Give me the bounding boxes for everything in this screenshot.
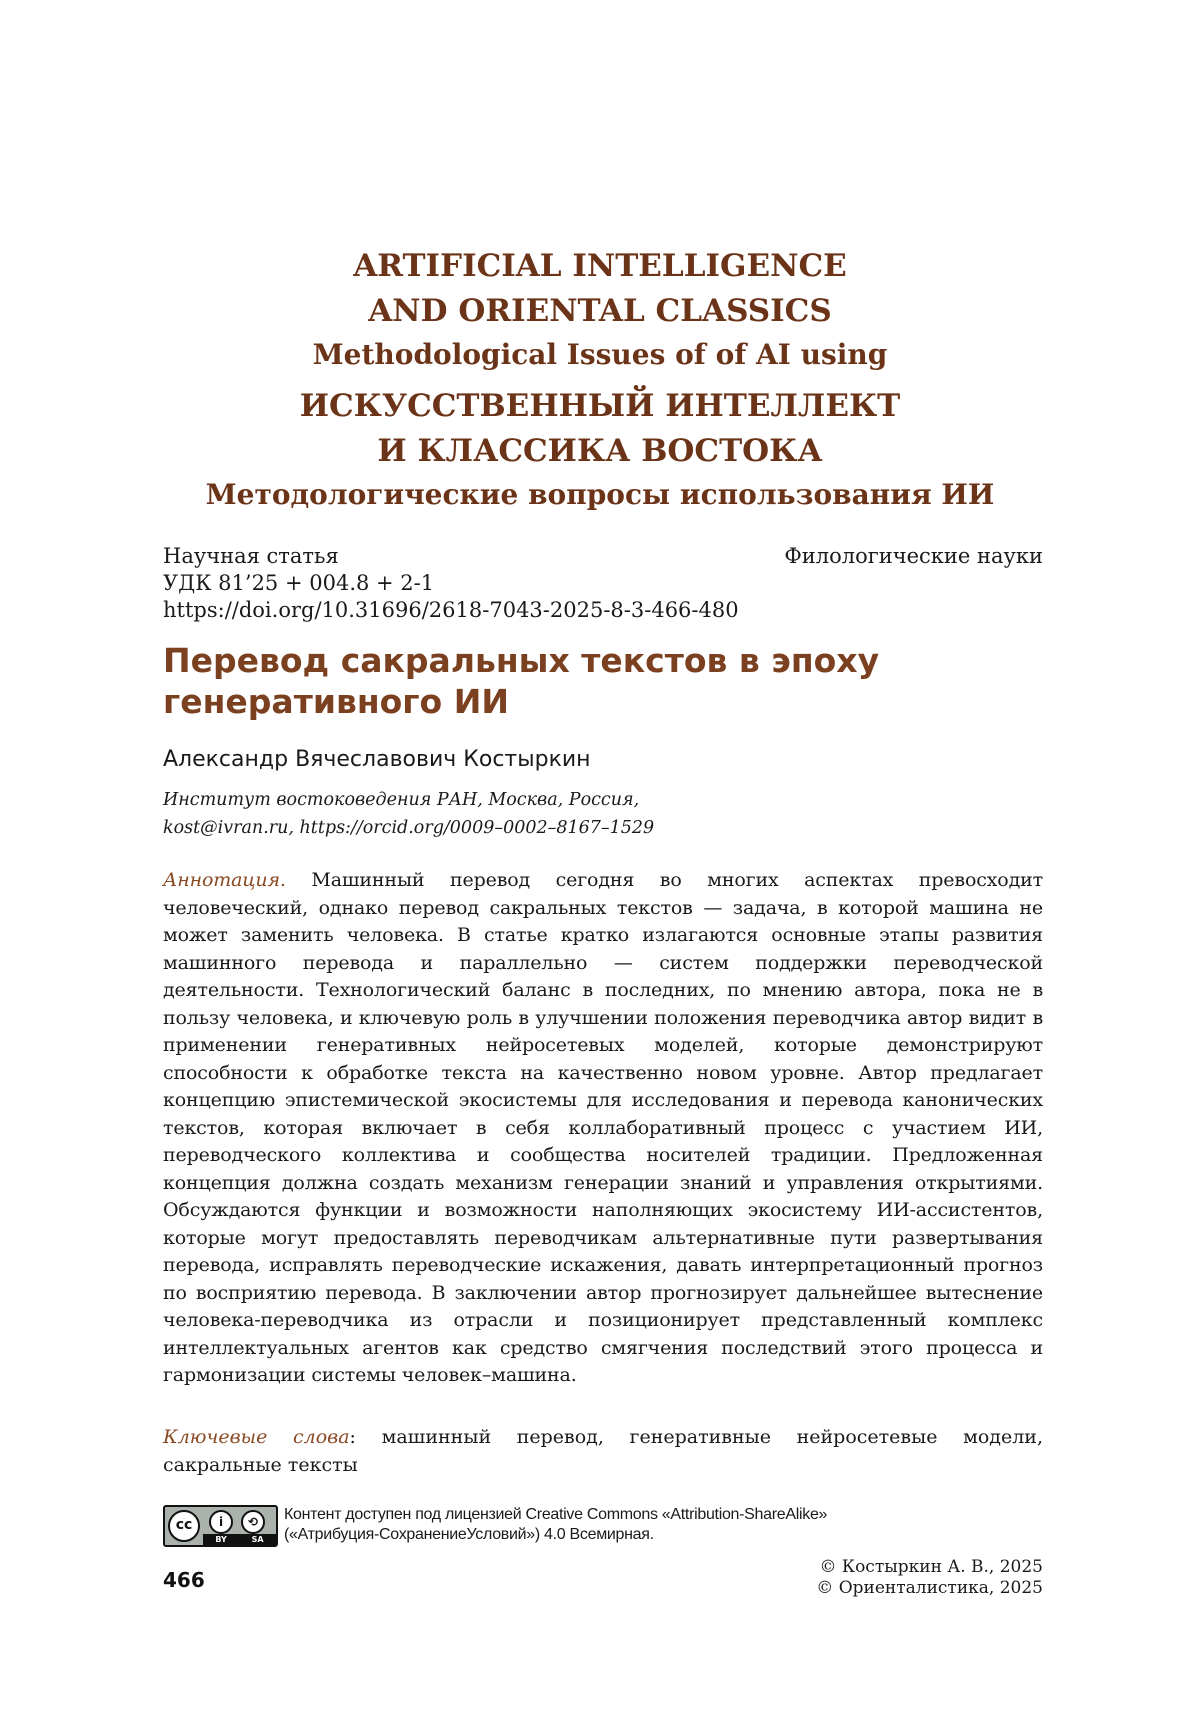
- section-title-en-line1: ARTIFICIAL INTELLIGENCE: [353, 248, 847, 284]
- license-text: [284, 1505, 827, 1545]
- keywords-label: Ключевые слова: [163, 1426, 350, 1448]
- cc-by-sa-badge[interactable]: [163, 1505, 278, 1547]
- section-title-ru: [120, 384, 1080, 474]
- section-title-ru-line1: ИСКУССТВЕННЫЙ ИНТЕЛЛЕКТ: [299, 388, 901, 424]
- copyright-line2: © Ориенталистика, 2025: [816, 1578, 1043, 1598]
- journal-section-header: [120, 244, 1080, 516]
- keywords: Ключевые слова: машинный перевод, генеративные нейросетевые модели, сакральные тексты: [163, 1426, 1044, 1476]
- copyright: [816, 1557, 1043, 1599]
- attribution-icon: i: [209, 1510, 233, 1534]
- section-title-en-line2: AND ORIENTAL CLASSICS: [368, 293, 832, 329]
- abstract-text: Машинный перевод сегодня во многих аспектах превосходит человеческий, однако перевод сакральных текстов — задача, в которой машина не может заменить человека. В статье кратко излагаются основные этапы развития машинного перевода и параллельно — систем поддержки переводческой деятельности. Технологический баланс в последних, по мнению автора, пока не в пользу человека, и ключевую роль в улучшении положения переводчика автор видит в применении генеративных нейросетевых моделей, которые демонстрируют способности к обработке текста на качественно новом уровне. Автор предлагает концепцию эпистемической экосистемы для исследования и перевода канонических текстов, которая включает в себя коллаборативный процесс с участием ИИ, переводческого коллектива и сообщества носителей традиции. Предложенная концепция должна создать механизм генерации знаний и управления открытиями. Обсуждаются функции и возможности наполняющих экосистему ИИ-ассистентов, которые могут предоставлять переводчикам альтернативные пути развертывания перевода, исправлять переводческие искажения, давать интерпретационный прогноз по восприятию перевода. В заключении автор прогнозирует дальнейшее вытеснение человека-переводчика из отрасли и позиционирует представленный комплекс интеллектуальных агентов как средство смягчения последствий этого процесса и гармонизации системы человек–машина.: [163, 869, 1043, 1386]
- cc-sa-label: SA: [251, 1535, 264, 1544]
- license-block: [163, 1505, 827, 1547]
- share-alike-icon: ⟲: [241, 1510, 265, 1534]
- article-title: [163, 640, 1043, 722]
- doi-link[interactable]: https://doi.org/10.31696/2618-7043-2025-8-3-466-480: [163, 598, 739, 622]
- affiliation-line1: Институт востоковедения РАН, Москва, Россия,: [163, 790, 640, 810]
- page-number: 466: [163, 1568, 205, 1592]
- article-title-line2: генеративного ИИ: [163, 682, 509, 721]
- author-affiliation: [163, 786, 1043, 842]
- article-meta: [163, 543, 1043, 624]
- udc-code: УДК 81’25 + 004.8 + 2-1: [163, 571, 435, 595]
- abstract-label: Аннотация.: [163, 869, 286, 891]
- copyright-line1: © Костыркин А. В., 2025: [819, 1557, 1043, 1577]
- cc-by-label: BY: [215, 1535, 227, 1544]
- section-title-en: [120, 244, 1080, 334]
- keywords-text: машинный перевод, генеративные нейросетевые модели, сакральные тексты: [163, 1426, 1044, 1476]
- cc-badge-strip: [203, 1534, 276, 1545]
- scientific-field: Филологические науки: [784, 544, 1043, 568]
- section-subtitle-ru: Методологические вопросы использования ИИ: [205, 478, 995, 511]
- section-subtitle-en: Methodological Issues of of AI using: [312, 338, 888, 371]
- affiliation-line2[interactable]: kost@ivran.ru, https://orcid.org/0009–0002–8167–1529: [163, 818, 655, 838]
- author-name: Александр Вячеславович Костыркин: [163, 747, 591, 772]
- meta-row-type: [163, 543, 1043, 570]
- section-title-ru-line2: И КЛАССИКА ВОСТОКА: [377, 433, 823, 469]
- license-line2: («Атрибуция-СохранениеУсловий») 4.0 Всемирная.: [284, 1526, 654, 1543]
- cc-icon: cc: [168, 1510, 200, 1542]
- article-title-line1: Перевод сакральных текстов в эпоху: [163, 641, 880, 680]
- abstract: [163, 867, 1043, 1390]
- license-line1: Контент доступен под лицензией Creative Commons «Attribution-ShareAlike»: [284, 1506, 828, 1523]
- article-type: Научная статья: [163, 544, 339, 568]
